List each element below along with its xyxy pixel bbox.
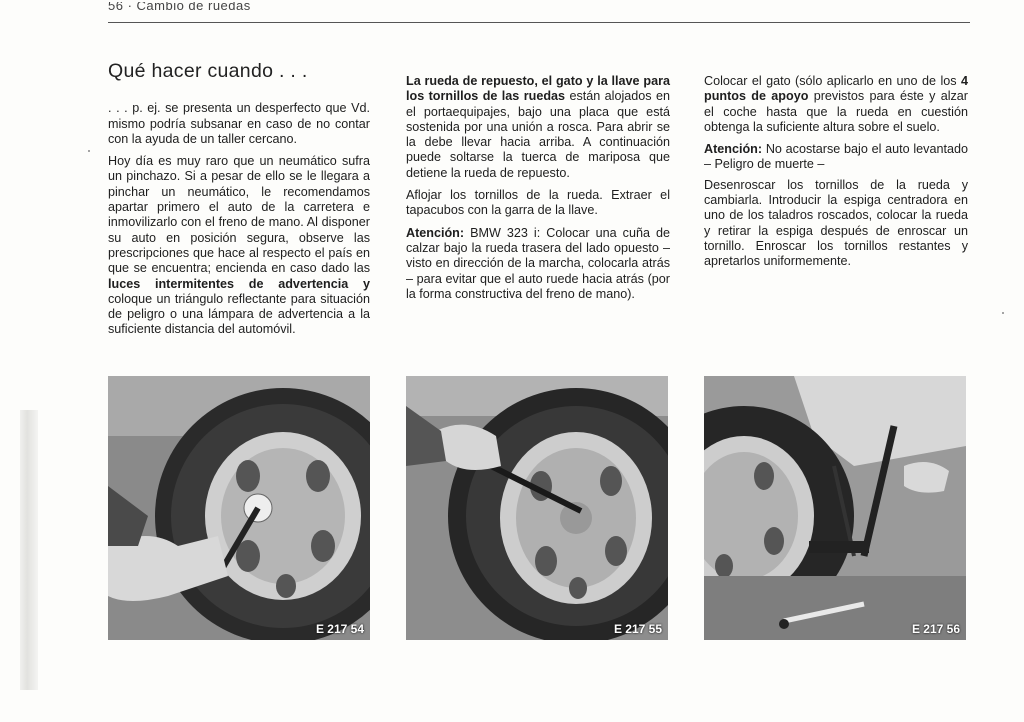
attention-label: Atención: <box>406 225 465 240</box>
wedge-text: BMW 323 i: Colocar una cuña de calzar bajo la rueda trasera del lado opuesto – visto en dirección de la marcha, colocarla atrás – para evitar que el auto ruede hacia atrás (por la forma constructiva del freno de mano). <box>406 225 670 301</box>
column-3 <box>704 74 968 277</box>
photo-jack <box>704 376 966 640</box>
section-title: Qué hacer cuando . . . <box>108 60 308 82</box>
warning-lights-text: luces intermitentes de advertencia y <box>108 276 370 291</box>
flat-tire-text-1: Hoy día es muy raro que un neumático sufra un pinchazo. Si a pesar de ello se le llegara a pinchar un neumático, le recomendamos apartar primero el auto de la carretera e inmovilizarlo con el freno de mano. Al disponer su auto en posición segura, observe las prescripciones que hace al respecto el país en que se encuentra; encienda en caso dado las <box>108 154 370 276</box>
spare-wheel-text: están alojados en el portaequipajes, bajo una placa que está sostenida por una unión a rosca. Para abrir se la debe llevar hacia arriba. A continuación puede soltarse la tuerca de mariposa que detiene la rueda de repuesto. <box>406 89 670 180</box>
figure-code: E 217 55 <box>613 622 662 636</box>
change-wheel-paragraph: Desenroscar los tornillos de la rueda y cambiarla. Introducir la espiga centradora en uno de los taladros roscados, colocar la rueda y retirar la espiga después de enroscar un tornillo. Enroscar los tornillos restantes y apretarlos uniformemente. <box>704 177 968 269</box>
figure-code: E 217 54 <box>315 622 364 636</box>
jack-text-1: Colocar el gato (sólo aplicarlo en uno de los <box>704 74 961 88</box>
column-1 <box>108 60 370 345</box>
wheel-photo-3 <box>704 376 966 640</box>
figure-code: E 217 56 <box>911 622 960 636</box>
wheel-photo-1 <box>108 376 370 640</box>
scan-margin-strip <box>20 410 38 690</box>
danger-text: No acostarse bajo el auto levantado – Peligro de muerte – <box>704 142 968 172</box>
scan-speck <box>1002 312 1004 314</box>
jack-text-2: previstos para éste y alzar el coche hasta que la rueda en cuestión obtenga la suficiente altura sobre el suelo. <box>704 89 969 134</box>
flat-tire-text-2: coloque un triángulo reflectante para situación de peligro o una lámpara de advertencia a la suficiente distancia del automóvil. <box>108 291 370 337</box>
danger-paragraph <box>704 142 968 173</box>
wheel-photo-2 <box>406 376 668 640</box>
scan-speck <box>88 150 90 152</box>
intro-paragraph: . . . p. ej. se presenta un desperfecto que Vd. mismo podría subsanar en caso de no contar con la ayuda de un taller cercano. <box>108 101 370 146</box>
spare-wheel-paragraph <box>406 74 670 181</box>
spare-wheel-heading: La rueda de repuesto, el gato y la llave para los tornillos de las ruedas <box>406 74 670 104</box>
photo-remove-hubcap <box>108 376 370 640</box>
header-rule <box>108 22 970 23</box>
page-header: 56 · Cambio de ruedas <box>108 2 251 13</box>
jack-paragraph <box>704 74 968 135</box>
attention-label: Atención: <box>704 142 763 157</box>
flat-tire-paragraph <box>108 154 370 338</box>
support-points-text: 4 puntos de apoyo <box>704 74 968 104</box>
loosen-bolts-paragraph: Aflojar los tornillos de la rueda. Extraer el tapacubos con la garra de la llave. <box>406 188 670 218</box>
column-2 <box>406 74 670 309</box>
photo-loosen-bolts <box>406 376 668 640</box>
wedge-attention-paragraph <box>406 226 670 302</box>
